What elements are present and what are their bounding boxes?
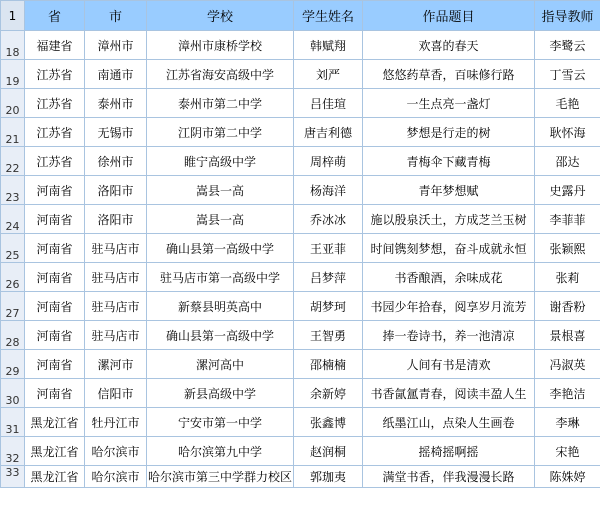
- student-cell[interactable]: 王亚菲: [294, 234, 363, 263]
- table-row: [1, 147, 600, 176]
- row-number[interactable]: 31: [1, 408, 25, 437]
- teacher-cell[interactable]: 张颖熙: [535, 234, 600, 263]
- title-cell[interactable]: 人间有书是清欢: [363, 350, 535, 379]
- student-cell[interactable]: 韩赋翔: [294, 31, 363, 60]
- school-cell[interactable]: 驻马店市第一高级中学: [147, 263, 294, 292]
- school-cell[interactable]: 哈尔滨市第三中学群力校区: [147, 466, 294, 488]
- student-cell[interactable]: 吕佳瑄: [294, 89, 363, 118]
- province-cell[interactable]: 黑龙江省: [25, 408, 85, 437]
- student-cell[interactable]: 杨海洋: [294, 176, 363, 205]
- city-cell[interactable]: 无锡市: [85, 118, 147, 147]
- province-cell[interactable]: 河南省: [25, 176, 85, 205]
- title-cell[interactable]: 梦想是行走的树: [363, 118, 535, 147]
- row-number[interactable]: 20: [1, 89, 25, 118]
- row-number[interactable]: 22: [1, 147, 25, 176]
- city-cell[interactable]: 徐州市: [85, 147, 147, 176]
- title-cell[interactable]: 捧一卷诗书，养一池清凉: [363, 321, 535, 350]
- school-cell[interactable]: 江苏省海安高级中学: [147, 60, 294, 89]
- city-cell[interactable]: 哈尔滨市: [85, 466, 147, 488]
- city-cell[interactable]: 洛阳市: [85, 176, 147, 205]
- column-header-student[interactable]: 学生姓名: [294, 1, 363, 31]
- title-cell[interactable]: 书香氤氲青春，阅读丰盈人生: [363, 379, 535, 408]
- teacher-cell[interactable]: 李琳: [535, 408, 600, 437]
- province-cell[interactable]: 福建省: [25, 31, 85, 60]
- table-row: [1, 118, 600, 147]
- row-number[interactable]: 25: [1, 234, 25, 263]
- title-cell[interactable]: 欢喜的春天: [363, 31, 535, 60]
- school-cell[interactable]: 宁安市第一中学: [147, 408, 294, 437]
- city-cell[interactable]: 信阳市: [85, 379, 147, 408]
- table-row: [1, 263, 600, 292]
- student-cell[interactable]: 刘严: [294, 60, 363, 89]
- province-cell[interactable]: 河南省: [25, 234, 85, 263]
- row-number[interactable]: 28: [1, 321, 25, 350]
- teacher-cell[interactable]: 耿怀海: [535, 118, 600, 147]
- city-cell[interactable]: 泰州市: [85, 89, 147, 118]
- table-row: [1, 60, 600, 89]
- title-cell[interactable]: 施以殷泉沃土，方成芝兰玉树: [363, 205, 535, 234]
- teacher-cell[interactable]: 冯淑英: [535, 350, 600, 379]
- row-number[interactable]: 33: [1, 466, 25, 488]
- province-cell[interactable]: 江苏省: [25, 147, 85, 176]
- city-cell[interactable]: 驻马店市: [85, 292, 147, 321]
- table-row: [1, 292, 600, 321]
- table-row: [1, 205, 600, 234]
- title-cell[interactable]: 书香酿酒，余味成花: [363, 263, 535, 292]
- province-cell[interactable]: 黑龙江省: [25, 437, 85, 466]
- city-cell[interactable]: 驻马店市: [85, 234, 147, 263]
- teacher-cell[interactable]: 史露丹: [535, 176, 600, 205]
- row-number[interactable]: 29: [1, 350, 25, 379]
- row-number[interactable]: 18: [1, 31, 25, 60]
- school-cell[interactable]: 江阴市第二中学: [147, 118, 294, 147]
- teacher-cell[interactable]: 毛艳: [535, 89, 600, 118]
- province-cell[interactable]: 江苏省: [25, 89, 85, 118]
- teacher-cell[interactable]: 宋艳: [535, 437, 600, 466]
- school-cell[interactable]: 确山县第一高级中学: [147, 234, 294, 263]
- title-cell[interactable]: 摇椅摇啊摇: [363, 437, 535, 466]
- student-cell[interactable]: 张鑫博: [294, 408, 363, 437]
- student-cell[interactable]: 郭珈夷: [294, 466, 363, 488]
- teacher-cell[interactable]: 李菲菲: [535, 205, 600, 234]
- title-cell[interactable]: 青梅伞下藏青梅: [363, 147, 535, 176]
- title-cell[interactable]: 青年梦想赋: [363, 176, 535, 205]
- teacher-cell[interactable]: 景根喜: [535, 321, 600, 350]
- title-cell[interactable]: 满堂书香，伴我漫漫长路: [363, 466, 535, 488]
- row-number[interactable]: 24: [1, 205, 25, 234]
- table-row: [1, 350, 600, 379]
- teacher-cell[interactable]: 邵达: [535, 147, 600, 176]
- school-cell[interactable]: 漳州市康桥学校: [147, 31, 294, 60]
- column-header-city[interactable]: 市: [85, 1, 147, 31]
- row-number[interactable]: 27: [1, 292, 25, 321]
- student-cell[interactable]: 邵楠楠: [294, 350, 363, 379]
- province-cell[interactable]: 河南省: [25, 205, 85, 234]
- city-cell[interactable]: 哈尔滨市: [85, 437, 147, 466]
- row-number[interactable]: 32: [1, 437, 25, 466]
- row-number[interactable]: 26: [1, 263, 25, 292]
- column-header-province[interactable]: 省: [25, 1, 85, 31]
- student-cell[interactable]: 胡梦珂: [294, 292, 363, 321]
- table-row: [1, 176, 600, 205]
- student-cell[interactable]: 乔冰冰: [294, 205, 363, 234]
- title-cell[interactable]: 一生点亮一盏灯: [363, 89, 535, 118]
- city-cell[interactable]: 南通市: [85, 60, 147, 89]
- column-header-title[interactable]: 作品题目: [363, 1, 535, 31]
- table-row: [1, 437, 600, 466]
- province-cell[interactable]: 河南省: [25, 321, 85, 350]
- province-cell[interactable]: 江苏省: [25, 118, 85, 147]
- student-cell[interactable]: 吕梦萍: [294, 263, 363, 292]
- school-cell[interactable]: 嵩县一高: [147, 205, 294, 234]
- province-cell[interactable]: 黑龙江省: [25, 466, 85, 488]
- teacher-cell[interactable]: 李艳洁: [535, 379, 600, 408]
- school-cell[interactable]: 哈尔滨第九中学: [147, 437, 294, 466]
- table-row: [1, 31, 600, 60]
- teacher-cell[interactable]: 陈姝婷: [535, 466, 600, 488]
- city-cell[interactable]: 驻马店市: [85, 321, 147, 350]
- student-cell[interactable]: 王智勇: [294, 321, 363, 350]
- school-cell[interactable]: 新县高级中学: [147, 379, 294, 408]
- table-row: [1, 89, 600, 118]
- header-row: [1, 1, 600, 31]
- student-cell[interactable]: 唐吉利德: [294, 118, 363, 147]
- school-cell[interactable]: 新蔡县明英高中: [147, 292, 294, 321]
- student-cell[interactable]: 周梓萌: [294, 147, 363, 176]
- title-cell[interactable]: 纸墨江山，点染人生画卷: [363, 408, 535, 437]
- province-cell[interactable]: 河南省: [25, 350, 85, 379]
- column-header-school[interactable]: 学校: [147, 1, 294, 31]
- table-row: [1, 408, 600, 437]
- province-cell[interactable]: 河南省: [25, 263, 85, 292]
- school-cell[interactable]: 睢宁高级中学: [147, 147, 294, 176]
- row-number[interactable]: 23: [1, 176, 25, 205]
- table-row: [1, 321, 600, 350]
- city-cell[interactable]: 洛阳市: [85, 205, 147, 234]
- title-cell[interactable]: 时间镌刻梦想，奋斗成就永恒: [363, 234, 535, 263]
- title-cell[interactable]: 悠悠药草香，百味修行路: [363, 60, 535, 89]
- school-cell[interactable]: 嵩县一高: [147, 176, 294, 205]
- table-row: [1, 466, 600, 488]
- city-cell[interactable]: 牡丹江市: [85, 408, 147, 437]
- province-cell[interactable]: 江苏省: [25, 60, 85, 89]
- table-row: [1, 234, 600, 263]
- city-cell[interactable]: 漳州市: [85, 31, 147, 60]
- teacher-cell[interactable]: 李鹭云: [535, 31, 600, 60]
- teacher-cell[interactable]: 丁雪云: [535, 60, 600, 89]
- province-cell[interactable]: 河南省: [25, 292, 85, 321]
- student-cell[interactable]: 赵润桐: [294, 437, 363, 466]
- column-header-teacher[interactable]: 指导教师: [535, 1, 600, 31]
- row-number[interactable]: 21: [1, 118, 25, 147]
- row-number[interactable]: 19: [1, 60, 25, 89]
- title-cell[interactable]: 书园少年拾春，阅享岁月流芳: [363, 292, 535, 321]
- row-number[interactable]: 30: [1, 379, 25, 408]
- province-cell[interactable]: 河南省: [25, 379, 85, 408]
- school-cell[interactable]: 确山县第一高级中学: [147, 321, 294, 350]
- row-header-corner[interactable]: 1: [1, 1, 25, 31]
- city-cell[interactable]: 漯河市: [85, 350, 147, 379]
- table-row: [1, 379, 600, 408]
- school-cell[interactable]: 泰州市第二中学: [147, 89, 294, 118]
- teacher-cell[interactable]: 谢香粉: [535, 292, 600, 321]
- teacher-cell[interactable]: 张莉: [535, 263, 600, 292]
- student-cell[interactable]: 余新婷: [294, 379, 363, 408]
- school-cell[interactable]: 漯河高中: [147, 350, 294, 379]
- city-cell[interactable]: 驻马店市: [85, 263, 147, 292]
